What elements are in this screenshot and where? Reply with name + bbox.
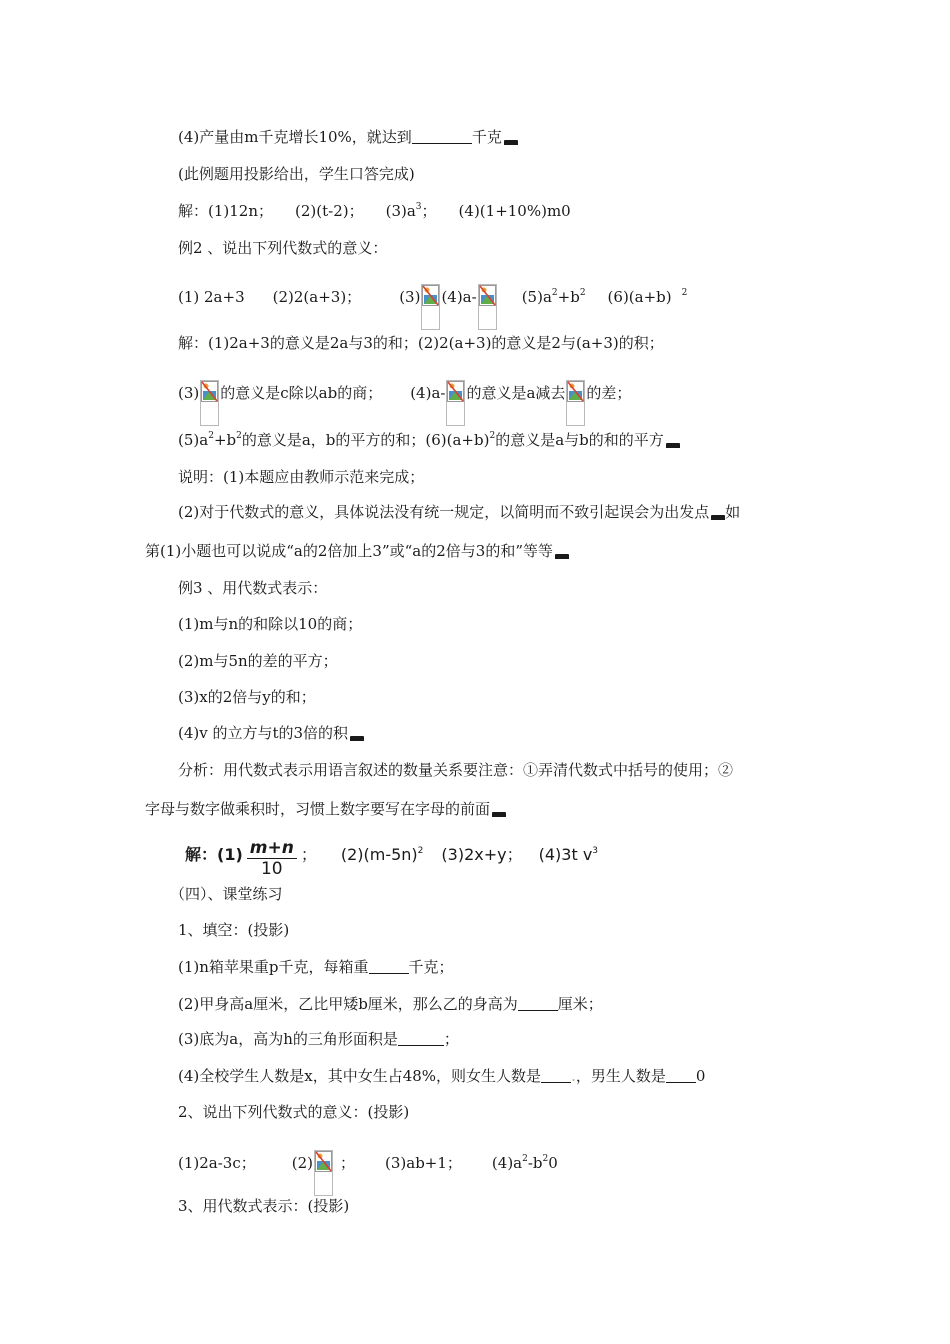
example2-solution-3-4 — [178, 380, 631, 426]
paragraph-mark-icon — [504, 140, 518, 145]
text: -b — [527, 1154, 543, 1172]
text: (1) 2a+3 — [178, 288, 245, 306]
text: 解：(1)12n； — [178, 202, 273, 220]
broken-image-icon — [200, 380, 219, 426]
text: (4)(1+10%)m0 — [458, 202, 571, 220]
answer-blank — [666, 1068, 696, 1083]
text: 0 — [695, 1067, 706, 1085]
text: (6)(a+b) — [607, 288, 672, 306]
answer-blank — [369, 959, 409, 974]
text: ； — [421, 202, 437, 220]
text: 的意义是a减去 — [466, 384, 566, 402]
answer-blank — [518, 996, 558, 1011]
text: 的差； — [586, 384, 632, 402]
text: +b — [213, 431, 237, 449]
broken-image-icon — [566, 380, 585, 426]
paragraph-mark-icon — [350, 736, 364, 741]
stray-dot: . — [571, 1067, 576, 1085]
example3-item4 — [178, 723, 364, 743]
practice1-heading: 1、填空：(投影) — [178, 921, 290, 939]
explanation-2-continued — [145, 541, 569, 561]
superscript: 2 — [579, 288, 586, 298]
text: (3)a — [385, 202, 416, 220]
superscript: 2 — [522, 1154, 528, 1164]
superscript: 2 — [542, 1154, 549, 1164]
text: (5)a — [178, 431, 209, 449]
text: (2)(t-2)； — [295, 202, 364, 220]
section-practice-heading: （四）、课堂练习 — [170, 885, 283, 903]
text: (2) — [291, 1154, 313, 1172]
example3-heading: 例3 、用代数式表示： — [178, 579, 328, 597]
text: 的意义是c除以ab的商； — [220, 384, 383, 402]
text: (1)2a-3c； — [178, 1154, 256, 1172]
practice1-item3 — [178, 1029, 459, 1049]
practice1-item2 — [178, 994, 603, 1014]
text: (4)a- — [441, 288, 477, 306]
text: ，男生人数是 — [575, 1067, 666, 1085]
text: 的意义是a，b的平方的和；(6)(a+b) — [241, 431, 490, 449]
text: 厘米； — [557, 995, 603, 1013]
example2-items — [178, 284, 687, 330]
note-projection: (此例题用投影给出，学生口答完成) — [178, 165, 415, 183]
fraction-numerator: m+n — [247, 838, 297, 859]
text: (4)a- — [410, 384, 446, 402]
text: (2)2(a+3)； — [272, 288, 362, 306]
example3-item1: (1)m与n的和除以10的商； — [178, 615, 363, 633]
text: 的意义是a与b的和的平方 — [495, 431, 664, 449]
text: (4)产量由m千克增长10%，就达到 — [178, 128, 412, 146]
text: ； — [300, 845, 317, 864]
practice2-heading: 2、说出下列代数式的意义：(投影) — [178, 1103, 410, 1121]
answer-blank — [541, 1068, 571, 1083]
superscript: 3 — [592, 846, 599, 856]
text: ； — [443, 1030, 459, 1048]
text: (5)a — [521, 288, 552, 306]
superscript: 2 — [489, 431, 496, 441]
text: 字母与数字做乘积时，习惯上数字要写在字母的前面 — [145, 800, 491, 818]
practice2-items — [178, 1150, 558, 1196]
example3-solution — [185, 838, 598, 879]
paragraph-mark-icon — [492, 812, 506, 817]
broken-image-icon — [314, 1150, 333, 1196]
analysis-line2 — [145, 799, 506, 819]
superscript: 3 — [415, 202, 422, 212]
superscript: 2 — [208, 431, 214, 441]
example1-item4 — [178, 127, 518, 147]
example3-item3: (3)x的2倍与y的和； — [178, 688, 316, 706]
text: 如 — [725, 503, 741, 521]
text: (3)底为a，高为h的三角形面积是 — [178, 1030, 398, 1048]
text: +b — [557, 288, 580, 306]
text: 第(1)小题也可以说成“a的2倍加上3”或“a的2倍与3的和”等等 — [145, 542, 553, 560]
text: (2)(m-5n) — [340, 845, 418, 864]
explanation-2 — [178, 502, 740, 522]
broken-image-icon — [446, 380, 465, 426]
paragraph-mark-icon — [711, 515, 725, 520]
example3-item2: (2)m与5n的差的平方； — [178, 652, 338, 670]
text: 0 — [548, 1154, 558, 1172]
text: (3)2x+y； — [441, 845, 523, 864]
text: 千克 — [471, 128, 502, 146]
text: (3)ab+1； — [385, 1154, 462, 1172]
example2-heading: 例2 、说出下列代数式的意义： — [178, 239, 388, 257]
practice3-heading: 3、用代数式表示：(投影) — [178, 1197, 350, 1215]
superscript: 2 — [236, 431, 242, 441]
text: 千克； — [408, 958, 454, 976]
analysis-line1: 分析：用代数式表示用语言叙述的数量关系要注意：①弄清代数式中括号的使用；② — [178, 761, 734, 779]
text: (3) — [178, 384, 200, 402]
example1-solution — [178, 201, 571, 221]
text: (4)3t v — [538, 845, 593, 864]
answer-blank — [398, 1031, 444, 1046]
example2-solution-5-6 — [178, 430, 680, 450]
text: (3) — [399, 288, 421, 306]
superscript: 2 — [417, 846, 424, 856]
practice1-item4 — [178, 1066, 705, 1086]
answer-blank — [412, 129, 472, 144]
text: (4)全校学生人数是x，其中女生占48%，则女生人数是 — [178, 1067, 542, 1085]
text: (4)v 的立方与t的3倍的积 — [178, 724, 349, 742]
paragraph-mark-icon — [555, 554, 569, 559]
text: (2)甲身高a厘米，乙比甲矮b厘米，那么乙的身高为 — [178, 995, 518, 1013]
superscript: 2 — [551, 288, 558, 298]
fraction — [247, 838, 297, 879]
fraction-denominator: 10 — [260, 859, 283, 879]
practice1-item1 — [178, 957, 454, 977]
paragraph-mark-icon — [666, 443, 680, 448]
text: 解：(1) — [185, 845, 243, 864]
broken-image-icon — [421, 284, 440, 330]
text: (2)对于代数式的意义，具体说法没有统一规定，以简明而不致引起误会为出发点 — [178, 503, 710, 521]
example2-solution-1-2: 解：(1)2a+3的意义是2a与3的和；(2)2(a+3)的意义是2与(a+3)的积； — [178, 334, 664, 352]
text: (4)a — [491, 1154, 523, 1172]
superscript: 2 — [681, 288, 688, 298]
text: (1)n箱苹果重p千克，每箱重 — [178, 958, 369, 976]
broken-image-icon — [478, 284, 497, 330]
text: ； — [340, 1154, 356, 1172]
explanation-1: 说明：(1)本题应由教师示范来完成； — [178, 468, 425, 486]
